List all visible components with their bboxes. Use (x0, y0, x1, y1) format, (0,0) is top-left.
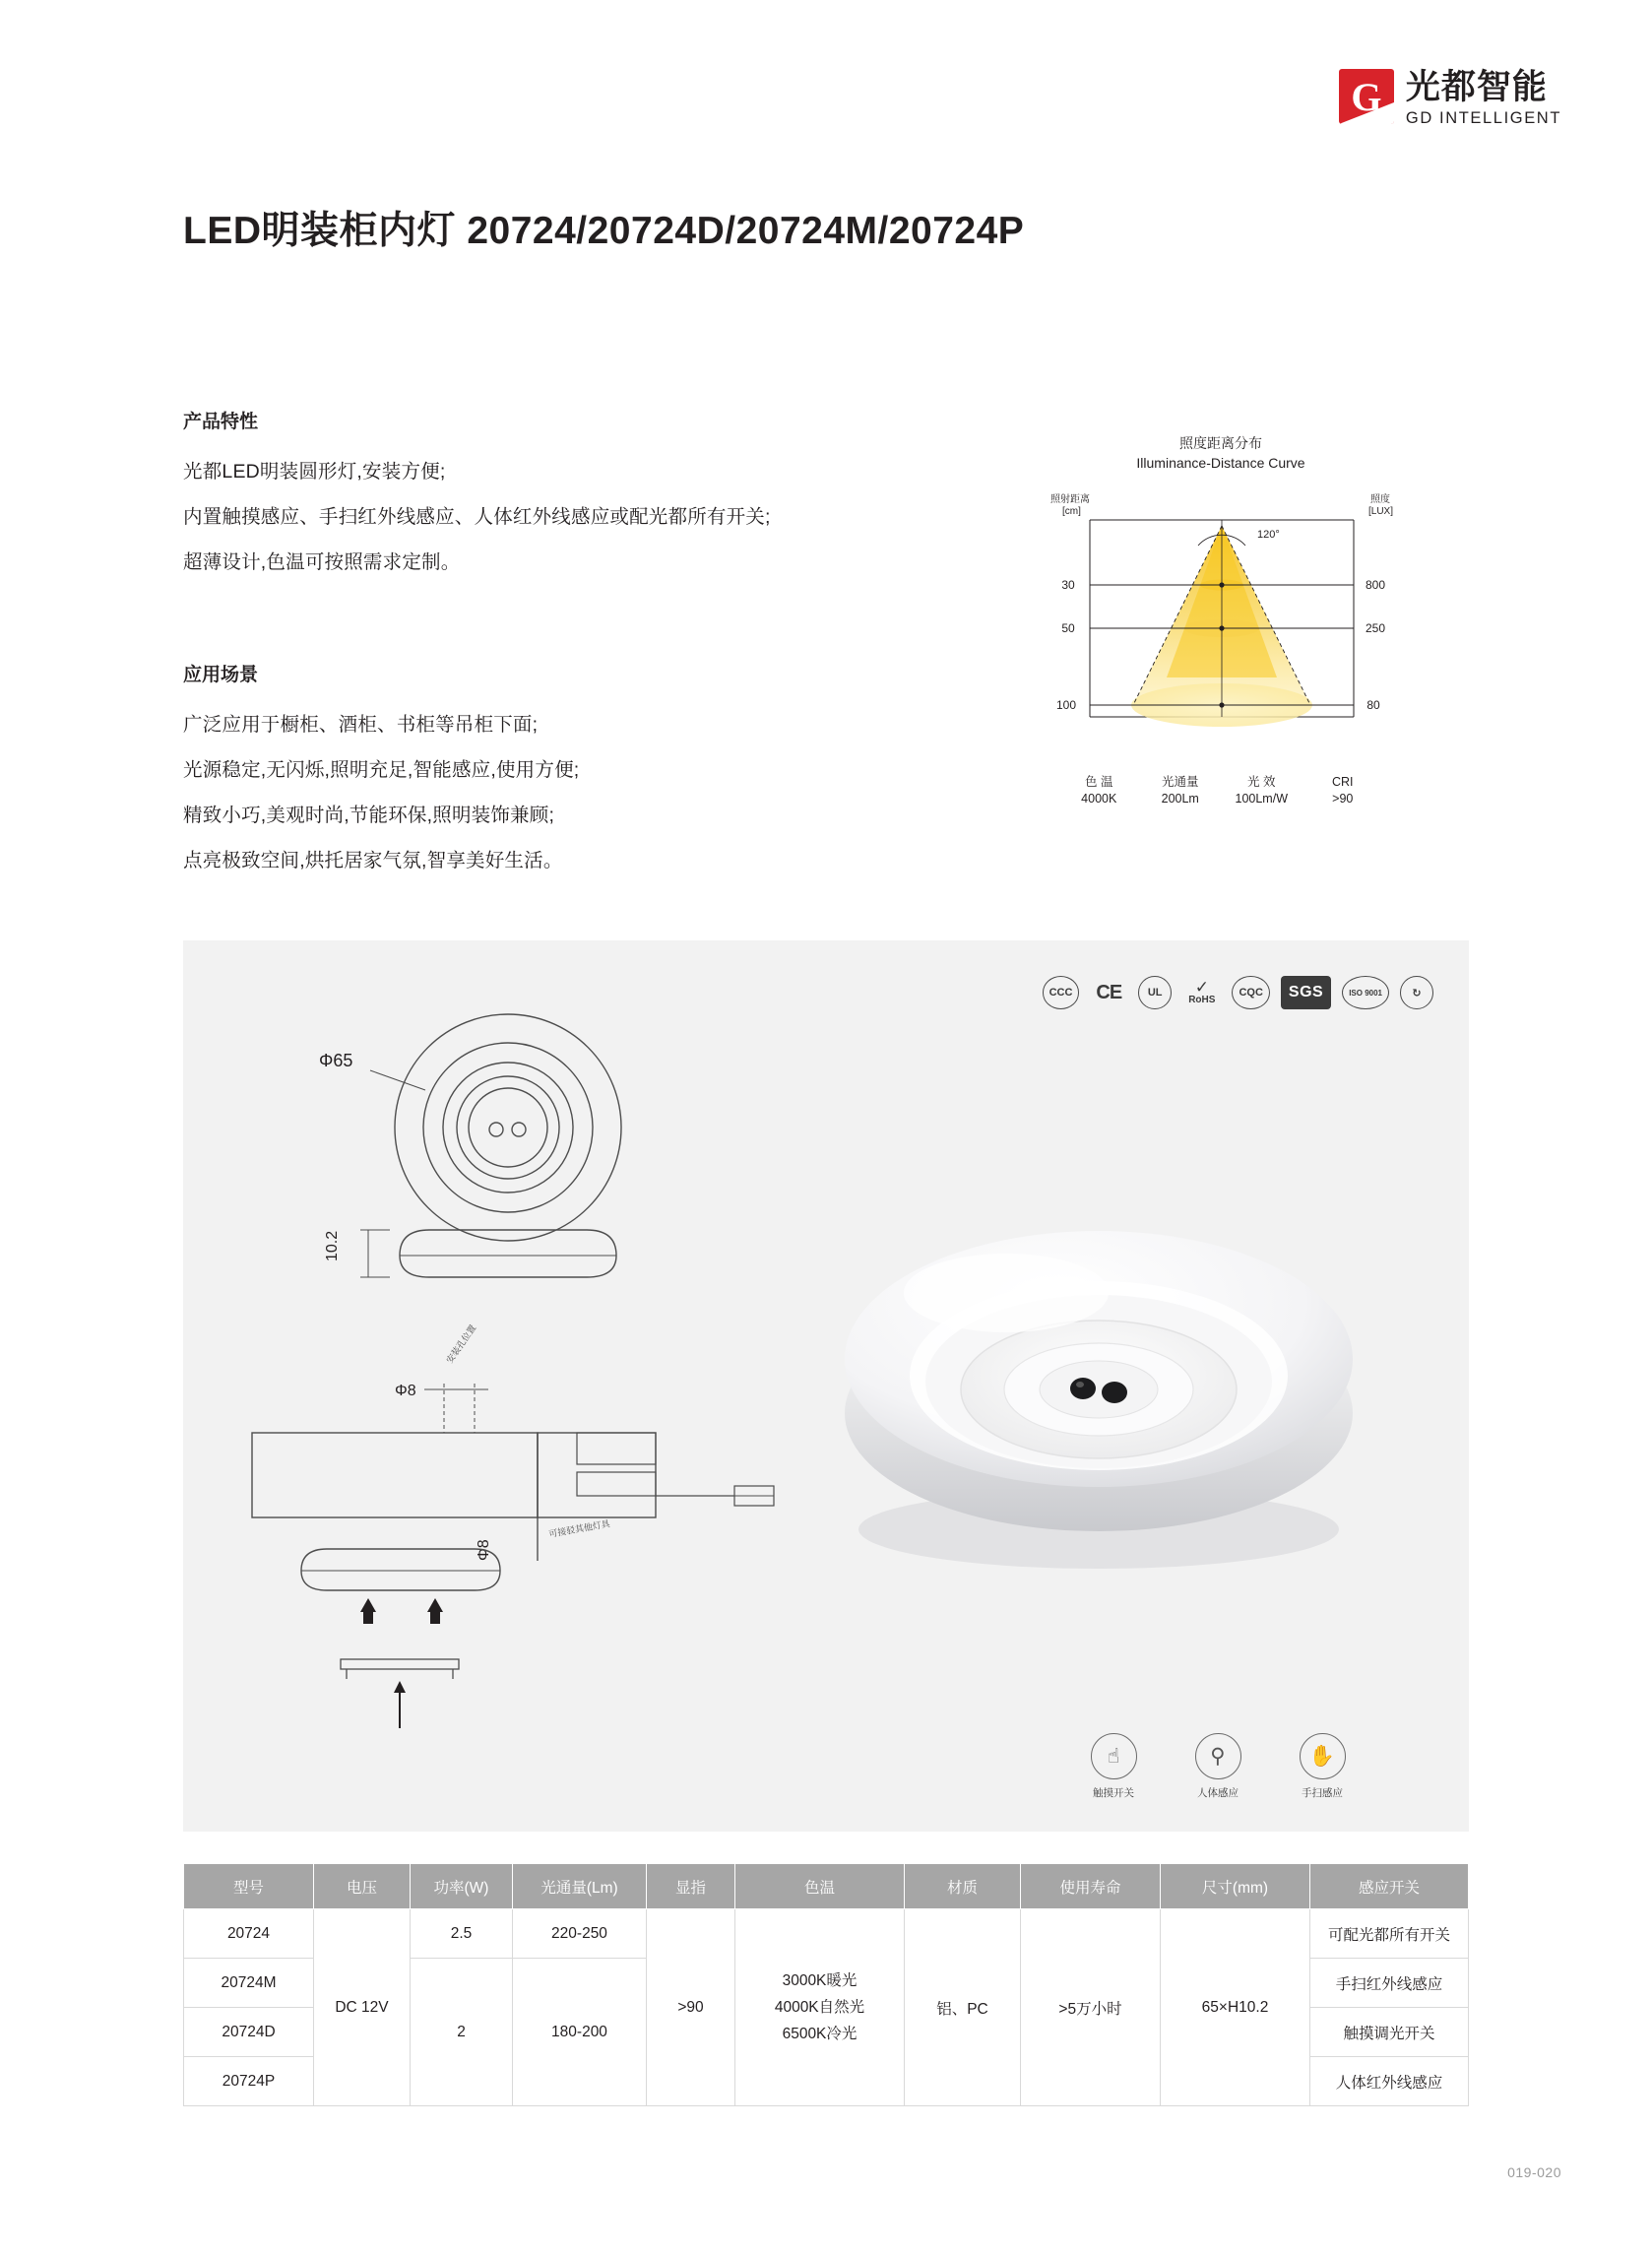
application-line: 光源稳定,无闪烁,照明充足,智能感应,使用方便; (183, 759, 580, 781)
cell-model: 20724D (184, 2008, 314, 2057)
application-line: 点亮极致空间,烘托居家气氛,智享美好生活。 (183, 850, 563, 871)
svg-text:30: 30 (1061, 578, 1075, 592)
product-features-section (183, 407, 872, 591)
table-header-row (184, 1864, 1469, 1909)
touch-hand-icon: ☝ (1091, 1733, 1137, 1779)
cell-switch: 人体红外线感应 (1310, 2057, 1469, 2106)
svg-text:照度: 照度 (1370, 494, 1390, 505)
svg-text:Φ8: Φ8 (476, 1539, 492, 1561)
brand-logo (1339, 69, 1561, 128)
svg-text:照射距离: 照射距离 (1050, 494, 1090, 505)
svg-text:50: 50 (1061, 621, 1075, 635)
th-model: 型号 (184, 1864, 314, 1909)
function-icon-body: ⚲ 人体感应 (1179, 1733, 1256, 1800)
cell-model: 20724P (184, 2057, 314, 2106)
cqc-cert-icon: CQC (1232, 976, 1269, 1009)
chart-spec-efficacy: 光 效 100Lm/W (1235, 775, 1288, 806)
cell-power: 2 (411, 1959, 513, 2106)
cell-size: 65×H10.2 (1161, 1909, 1310, 2106)
svg-text:10.2: 10.2 (324, 1230, 341, 1261)
rohs-cert-icon: ✓ RoHS (1188, 978, 1216, 1005)
th-cct: 色温 (735, 1864, 905, 1909)
chart-canvas (1029, 481, 1413, 766)
th-cri: 显指 (647, 1864, 735, 1909)
specification-table (183, 1863, 1469, 2106)
page-number: 019-020 (1507, 2164, 1561, 2180)
ul-cert-icon: UL (1138, 976, 1172, 1009)
feature-line: 内置触摸感应、手扫红外线感应、人体红外线感应或配光都所有开关; (183, 506, 771, 528)
feature-line: 超薄设计,色温可按照需求定制。 (183, 551, 461, 573)
cell-power: 2.5 (411, 1909, 513, 1959)
sgs-cert-icon: SGS (1281, 976, 1331, 1009)
svg-text:100: 100 (1055, 698, 1077, 712)
logo-name-en: GD INTELLIGENT (1405, 109, 1561, 127)
th-voltage: 电压 (314, 1864, 411, 1909)
hand-wave-icon: ✋ (1300, 1733, 1346, 1779)
svg-text:Φ65: Φ65 (319, 1051, 353, 1070)
feature-line: 光都LED明装圆形灯,安装方便; (183, 461, 446, 483)
cell-switch: 可配光都所有开关 (1310, 1909, 1469, 1959)
cell-voltage: DC 12V (314, 1909, 411, 2106)
svg-text:120°: 120° (1257, 529, 1280, 541)
th-material: 材质 (905, 1864, 1021, 1909)
chart-spec-cct: 色 温 4000K (1081, 775, 1117, 806)
illuminance-distance-chart (1024, 433, 1418, 827)
cell-lumen: 180-200 (513, 1959, 647, 2106)
recycle-cert-icon: ↻ (1400, 976, 1433, 1009)
svg-text:[LUX]: [LUX] (1368, 506, 1394, 517)
ccc-cert-icon: CCC (1043, 976, 1080, 1009)
cell-model: 20724 (184, 1909, 314, 1959)
application-line: 广泛应用于橱柜、酒柜、书柜等吊柜下面; (183, 714, 539, 736)
cell-switch: 手扫红外线感应 (1310, 1959, 1469, 2008)
chart-spec-cri: CRI >90 (1331, 775, 1354, 806)
svg-text:250: 250 (1365, 621, 1386, 635)
function-icon-wave: ✋ 手扫感应 (1284, 1733, 1361, 1800)
logo-mark-icon (1339, 69, 1394, 124)
cell-material: 铝、PC (905, 1909, 1021, 2106)
chart-title (1024, 433, 1418, 473)
logo-name-cn: 光都智能 (1405, 68, 1548, 106)
cell-lifetime: >5万小时 (1021, 1909, 1161, 2106)
body-sensor-icon: ⚲ (1195, 1733, 1241, 1779)
svg-text:Φ8: Φ8 (395, 1383, 416, 1399)
application-line: 精致小巧,美观时尚,节能环保,照明装饰兼顾; (183, 805, 555, 826)
svg-text:可接驳其他灯具: 可接驳其他灯具 (547, 1518, 611, 1539)
svg-text:800: 800 (1365, 578, 1386, 592)
th-lumen: 光通量(Lm) (513, 1864, 647, 1909)
chart-title-cn: 照度距离分布 (1179, 435, 1262, 451)
chart-title-en: Illuminance-Distance Curve (1136, 455, 1305, 471)
iso9001-cert-icon: ISO 9001 (1342, 976, 1389, 1009)
product-features-heading: 产品特性 (183, 412, 259, 432)
cell-cct: 3000K暖光 4000K自然光 6500K冷光 (735, 1909, 905, 2106)
application-scenarios-section (183, 660, 872, 889)
chart-spec-lumen: 光通量 200Lm (1161, 775, 1199, 806)
cell-cri: >90 (647, 1909, 735, 2106)
svg-text:[cm]: [cm] (1062, 506, 1081, 517)
ce-cert-icon: CE (1096, 981, 1122, 1003)
page-title: LED明装柜内灯 20724/20724D/20724M/20724P (183, 210, 1025, 252)
svg-text:80: 80 (1366, 698, 1380, 712)
chart-spec-row (1058, 774, 1383, 807)
product-photo (774, 1118, 1424, 1610)
check-icon: ✓ (1194, 978, 1209, 997)
cell-model: 20724M (184, 1959, 314, 2008)
cell-lumen: 220-250 (513, 1909, 647, 1959)
technical-drawing (242, 1009, 853, 1787)
th-size: 尺寸(mm) (1161, 1864, 1310, 1909)
th-lifetime: 使用寿命 (1021, 1864, 1161, 1909)
logo-letter: G (1351, 74, 1382, 119)
product-image-panel (183, 940, 1469, 1832)
th-switch: 感应开关 (1310, 1864, 1469, 1909)
certification-row (1043, 976, 1433, 1009)
function-icon-row (1075, 1733, 1361, 1800)
function-icon-touch: ☝ 触摸开关 (1075, 1733, 1152, 1800)
cell-switch: 触摸调光开关 (1310, 2008, 1469, 2057)
svg-text:安装孔位置: 安装孔位置 (444, 1322, 478, 1366)
th-power: 功率(W) (411, 1864, 513, 1909)
table-row (184, 1909, 1469, 1959)
application-scenarios-heading: 应用场景 (183, 665, 259, 685)
